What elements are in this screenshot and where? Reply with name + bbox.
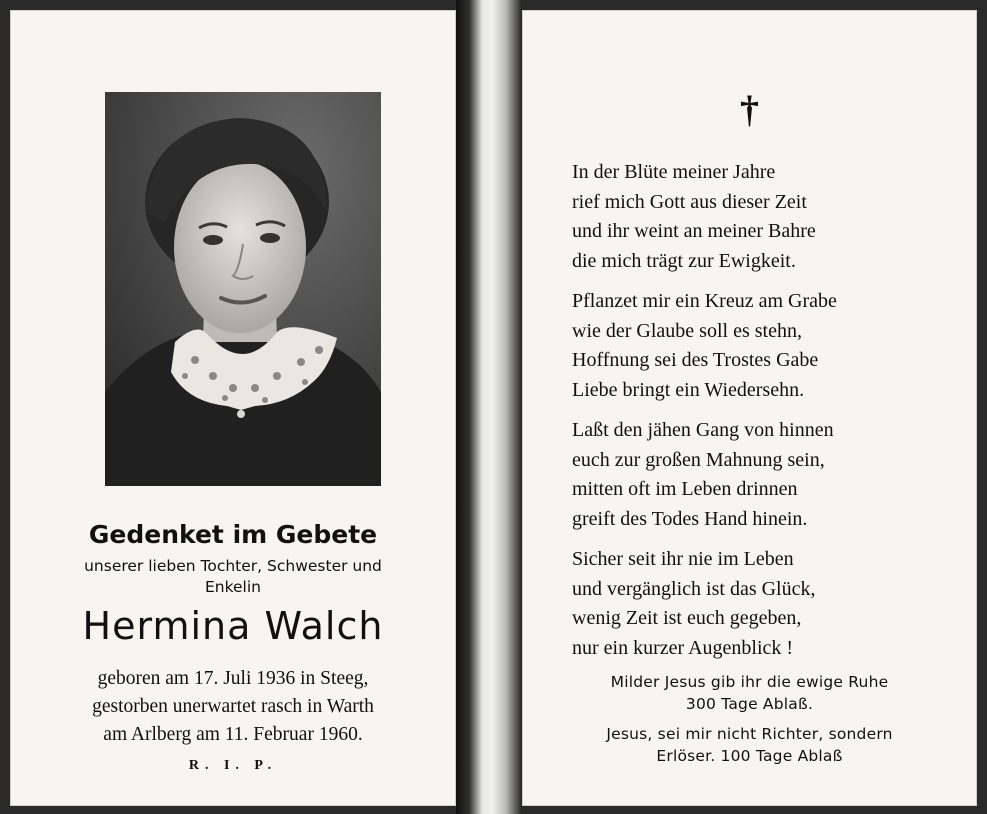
cross-icon: † [740, 89, 759, 131]
poem [572, 158, 952, 674]
poem-line: wenig Zeit ist euch gegeben, [572, 607, 802, 629]
poem-line: Hoffnung sei des Trostes Gabe [572, 349, 819, 371]
portrait-illustration [105, 92, 381, 486]
portrait-photo [105, 92, 381, 486]
prayer-line: Jesus, sei mir nicht Richter, sondern [606, 725, 893, 743]
left-card [10, 10, 456, 806]
dates-line: am Arlberg am 11. Februar 1960. [103, 724, 363, 745]
life-dates [34, 665, 432, 749]
poem-line: wie der Glaube soll es stehn, [572, 319, 802, 342]
prayer-line: Erlöser. 100 Tage Ablaß [656, 747, 843, 765]
poem-line: die mich trägt zur Ewigkeit. [572, 249, 796, 272]
poem-line: Laßt den jähen Gang von hinnen [572, 419, 834, 441]
poem-line: und ihr weint an meiner Bahre [572, 220, 816, 242]
subline [50, 556, 416, 598]
prayer-indulgence-2 [542, 723, 957, 767]
poem-line: und vergänglich ist das Glück, [572, 577, 816, 600]
poem-line: Liebe bringt ein Wiedersehn. [572, 378, 805, 401]
poem-stanza [572, 158, 952, 276]
poem-line: nur ein kurzer Augenblick ! [572, 636, 794, 659]
poem-stanza [572, 416, 952, 534]
poem-line: euch zur großen Mahnung sein, [572, 448, 825, 471]
dates-line: geboren am 17. Juli 1936 in Steeg, [97, 668, 369, 689]
right-card [522, 10, 977, 806]
poem-line: Pflanzet mir ein Kreuz am Grabe [572, 290, 837, 312]
deceased-name: Hermina Walch [82, 604, 384, 648]
poem-line: rief mich Gott aus dieser Zeit [572, 190, 807, 213]
prayer-line: Milder Jesus gib ihr die ewige Ruhe [610, 673, 889, 691]
dates-line: gestorben unerwartet rasch in Warth [92, 696, 374, 717]
poem-stanza [572, 287, 952, 405]
prayer-indulgence-1 [542, 671, 957, 715]
poem-line: Sicher seit ihr nie im Leben [572, 548, 794, 570]
poem-line: greift des Todes Hand hinein. [572, 507, 808, 530]
prayer-line: 300 Tage Ablaß. [685, 695, 814, 713]
subline-line: Enkelin [204, 578, 261, 596]
rip-text: R. I. P. [188, 758, 278, 773]
headline: Gedenket im Gebete [88, 520, 378, 549]
poem-stanza [572, 545, 952, 663]
poem-line: mitten oft im Leben drinnen [572, 478, 798, 500]
card-fold [456, 0, 522, 814]
subline-line: unserer lieben Tochter, Schwester und [84, 557, 382, 575]
poem-line: In der Blüte meiner Jahre [572, 161, 776, 183]
